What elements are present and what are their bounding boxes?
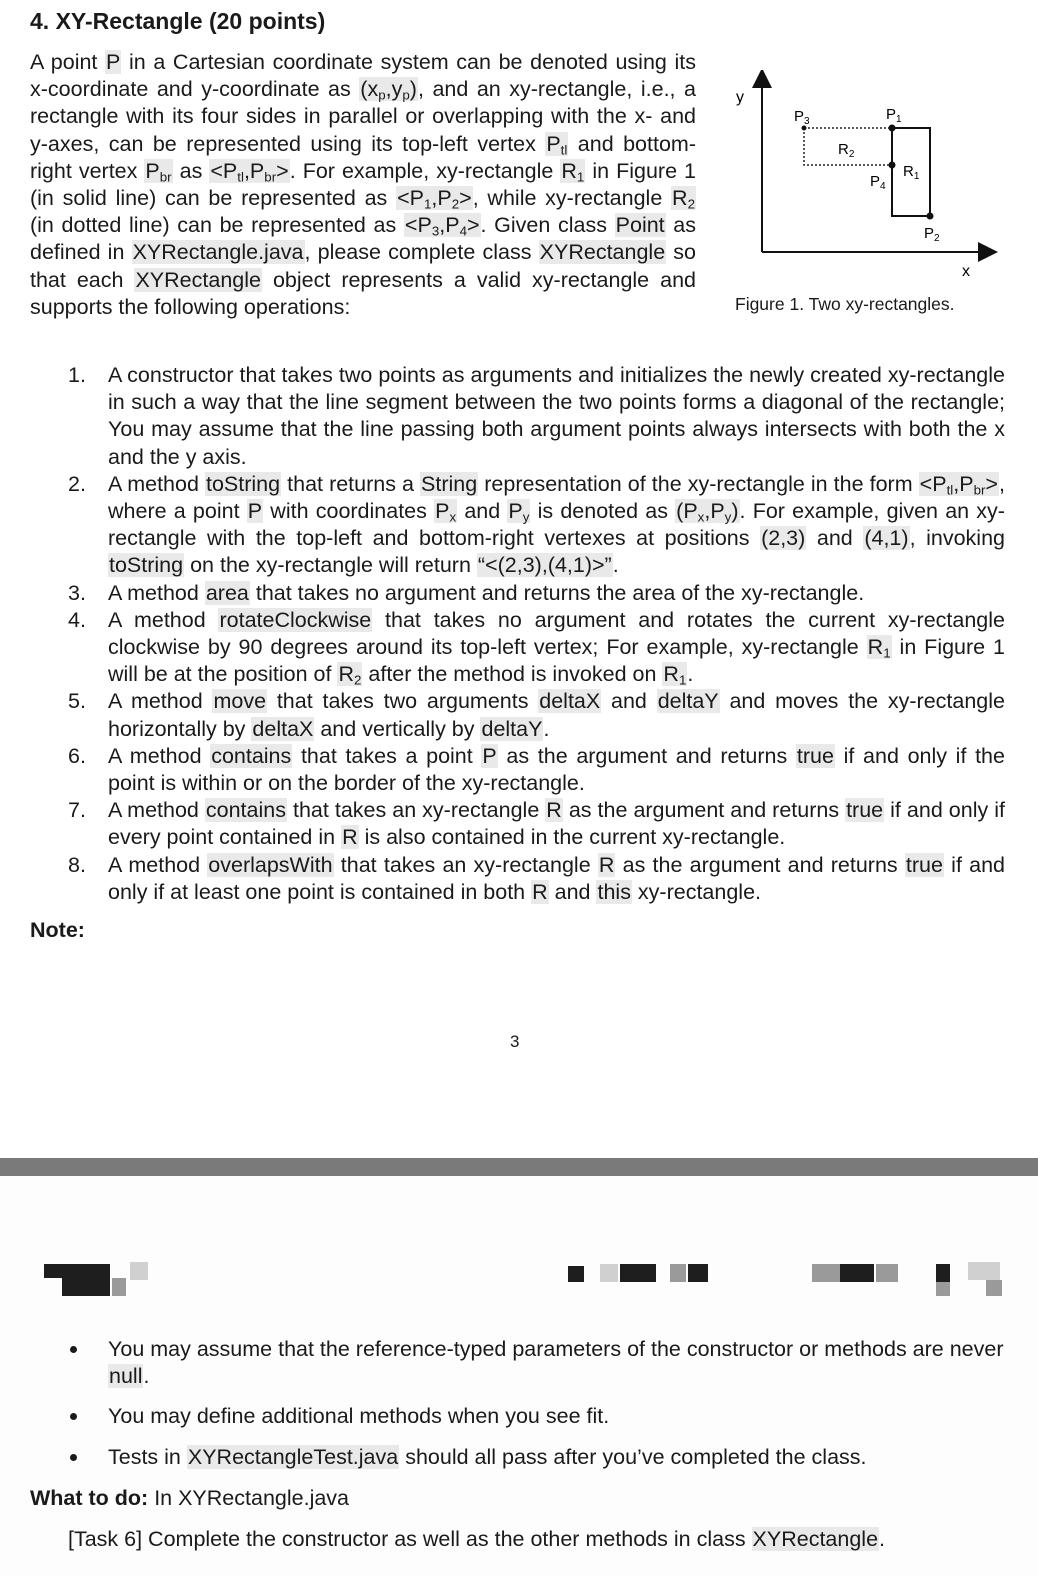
operations-list <box>30 362 1005 906</box>
list-item: You may define additional methods when you see fit. <box>30 1403 1005 1430</box>
figure-xy-rectangles <box>726 70 1016 305</box>
list-item: Tests in XYRectangleTest.java should all pass after you’ve completed the class. <box>30 1444 1005 1471</box>
what-to-do-line: What to do: In XYRectangle.java <box>30 1486 350 1510</box>
note-label: Note: <box>30 918 85 942</box>
list-item: 5. A method move that takes two arguments deltaX and deltaY and moves the xy-rectangle horizontally by deltaX and vertically by deltaY. <box>68 689 1005 741</box>
label-p3: $P_3$ <box>794 108 810 127</box>
y-axis-label: y <box>736 89 744 106</box>
point-p1 <box>889 125 896 132</box>
list-item: 8. A method overlapsWith that takes an xy-rectangle R as the argument and returns true if and only if at least one point is contained in both R and this xy-rectangle. <box>68 852 1005 904</box>
section-heading: 4. XY-Rectangle (20 points) <box>30 8 326 34</box>
list-item: 7. A method contains that takes an xy-rectangle R as the argument and returns true if and only if every point contained in R is also contained in the current xy-rectangle. <box>68 798 1005 850</box>
intro-paragraph: A point P in a Cartesian coordinate system can be denoted using its x-coordinate and y-coordinate as $(x_p,y_p)$, and an xy-rectangle, i.e., a rectangle with its four sides in parallel or overlapping with the x- and y-axes, can be represented using its top-left vertex $P_{tl}$ and bottom-right vertex $P_{br}$ as $<P_{tl},P_{br}>$. For example, xy-rectangle $R_1$ in Figure 1 (in solid line) can be represented as $<P_1,P_2>$, while xy-rectangle $R_2$ (in dotted line) can be represented as $<P_3,P_4>$. Given class Point as defined in XYRectangle.java, please complete class XYRectangle so that each XYRectangle object represents a valid xy-rectangle and supports the following operations: <box>30 50 697 319</box>
label-r2: $R_2$ <box>838 141 855 160</box>
list-item: 6. A method contains that takes a point P as the argument and returns true if and only if the point is within or on the border of the xy-rectangle. <box>68 743 1005 796</box>
label-p2: $P_2$ <box>924 225 940 244</box>
task-line: [Task 6] Complete the constructor as well as the other methods in class XYRectangle. <box>68 1527 886 1551</box>
point-p2 <box>927 213 934 220</box>
point-p4 <box>889 162 896 169</box>
list-item: 1. A constructor that takes two points as arguments and initializes the newly created xy-rectangle in such a way that the line segment between the two points forms a diagonal of the rectangle; You may assume that the line passing both argument points always intersects with both the x and the y axis. <box>68 363 1005 469</box>
notes-list <box>30 1336 1005 1484</box>
figure-diagram <box>726 70 1016 305</box>
label-r1: $R_1$ <box>903 163 920 182</box>
page-divider <box>0 1158 1038 1176</box>
list-item: 3. A method area that takes no argument and returns the area of the xy-rectangle. <box>68 580 865 605</box>
list-item: 4. A method rotateClockwise that takes no argument and rotates the current xy-rectangle clockwise by 90 degrees around its top-left vertex; For example, xy-rectangle $R_1$ in Figure 1 will be at the position of $R_2$ after the method is invoked on $R_1$. <box>68 607 1006 688</box>
list-item: You may assume that the reference-typed parameters of the constructor or methods are never null. <box>30 1336 1005 1390</box>
list-item: 2. A method toString that returns a String representation of the xy-rectangle in the form $<P_{tl},P_{br}>$, where a point P with coordinates $P_x$ and $P_y$ is denoted as $(P_x,P_y)$. For example, given an xy-rectangle with the top-left and bottom-right vertexes at positions (2,3) and (4,1), invoking toString on the xy-rectangle will return “<(2,3),(4,1)>”. <box>68 471 1005 578</box>
x-axis-label: x <box>962 263 970 280</box>
page-number: 3 <box>510 1032 520 1051</box>
figure-caption: Figure 1. Two xy-rectangles. <box>735 294 955 314</box>
label-p4: $P_4$ <box>870 173 886 192</box>
label-p1: $P_1$ <box>886 106 902 125</box>
